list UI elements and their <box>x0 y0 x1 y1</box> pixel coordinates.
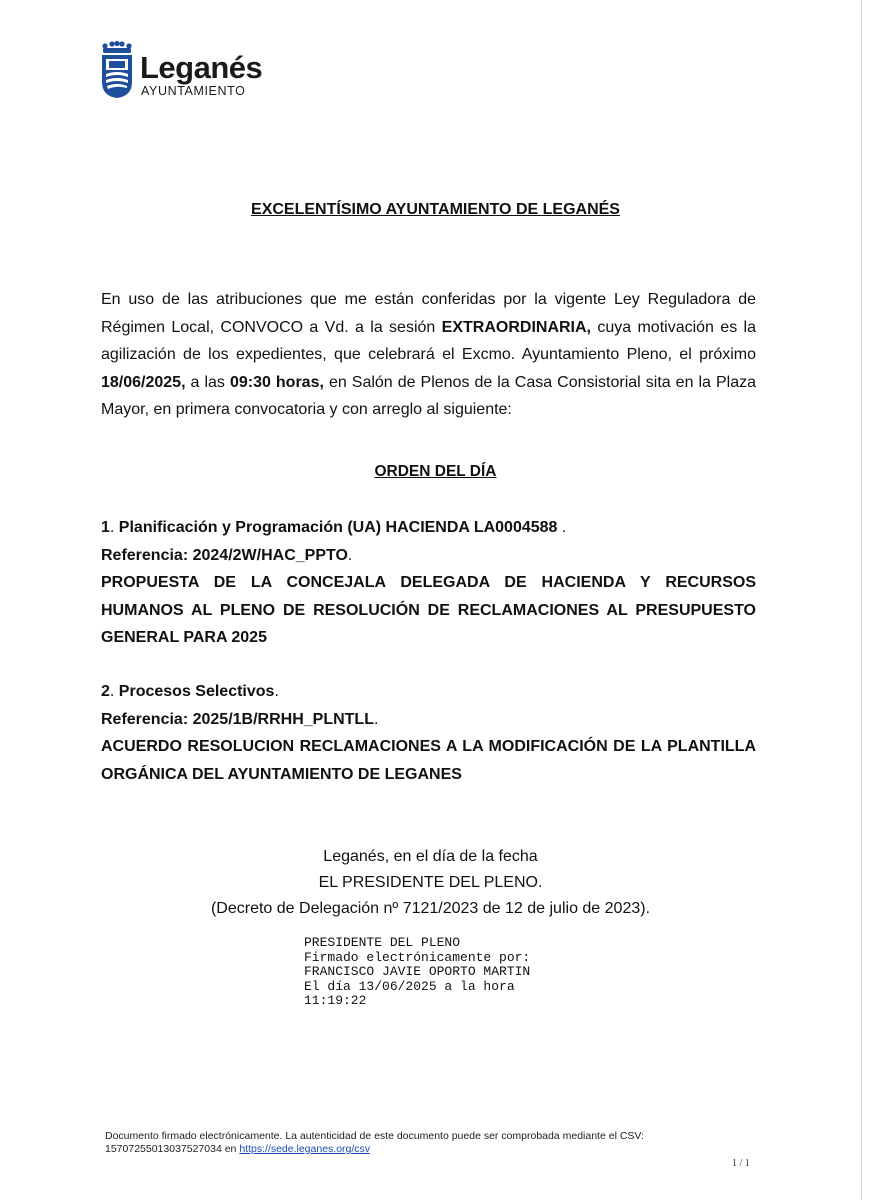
agenda-item: 2. Procesos Selectivos. Referencia: 2025/1B/RRHH_PLNTLL. ACUERDO RESOLUCION RECLAMACIONES A LA MODIFICACIÓN DE LA PLANTILLA ORGÁNICA DEL AYUNTAMIENTO DE LEGANES <box>101 678 756 788</box>
session-type: EXTRAORDINARIA, <box>441 318 591 336</box>
closing-block <box>0 844 861 922</box>
intro-text-1: En uso de las atribuciones que me están conferidas por la vigente Ley Reguladora de Régimen Local, CONVOCO a Vd. a la sesión <box>101 291 756 336</box>
agenda-item: 1. Planificación y Programación (UA) HACIENDA LA0004588 . Referencia: 2024/2W/HAC_PPTO. PROPUESTA DE LA CONCEJALA DELEGADA DE HACIENDA Y RECURSOS HUMANOS AL PLENO DE RESOLUCIÓN DE RECLAMACIONES AL PRESUPUESTO GENERAL PARA 2025 <box>101 514 756 652</box>
logo-subtitle: AYUNTAMIENTO <box>141 84 246 98</box>
closing-place-date: Leganés, en el día de la fecha <box>323 848 538 865</box>
signature-line: El día 13/06/2025 a la hora <box>304 978 515 994</box>
closing-role: EL PRESIDENTE DEL PLENO. <box>318 874 543 891</box>
agenda-title: ORDEN DEL DÍA <box>374 463 497 480</box>
footer-csv-link[interactable]: https://sede.leganes.org/csv <box>239 1143 371 1155</box>
agenda-item-heading: Procesos Selectivos <box>118 683 275 700</box>
closing-decree: (Decreto de Delegación nº 7121/2023 de 12 de julio de 2023). <box>210 900 651 917</box>
agenda-item-description: ACUERDO RESOLUCION RECLAMACIONES A LA MODIFICACIÓN DE LA PLANTILLA ORGÁNICA DEL AYUNTAMIENTO DE LEGANES <box>101 738 756 783</box>
intro-text-2: cuya motivación es la agilización de los expedientes, que celebrará el Excmo. Ayuntamiento Pleno, el próximo <box>101 318 756 363</box>
document-title: EXCELENTÍSIMO AYUNTAMIENTO DE LEGANÉS <box>251 201 620 218</box>
signature-line: FRANCISCO JAVIE OPORTO MARTIN <box>304 964 531 979</box>
footer-csv-code: 15707255013037527034 <box>105 1143 222 1155</box>
agenda-item-number: 1 <box>101 519 110 536</box>
agenda-item-reference: Referencia: 2024/2W/HAC_PPTO <box>101 546 348 564</box>
agenda-item-heading: Planificación y Programación (UA) HACIENDA LA0004588 <box>118 519 558 536</box>
footer-verification: Documento firmado electrónicamente. La autenticidad de este documento puede ser comprobada mediante el CSV: 15707255013037527034 en https://sede.leganes.org/csv <box>105 1130 644 1155</box>
signature-line: 11:19:22 <box>304 993 367 1008</box>
footer-line: Documento firmado electrónicamente. La autenticidad de este documento puede ser comprobada mediante el CSV: <box>105 1130 644 1142</box>
intro-text-4: en Salón de Plenos de la Casa Consistorial sita en la Plaza Mayor, en primera convocatoria y con arreglo al siguiente: <box>101 373 756 418</box>
session-time: 09:30 horas, <box>229 373 324 391</box>
electronic-signature <box>304 936 530 1009</box>
logo-name: Leganés <box>140 50 263 85</box>
leganes-logo <box>100 40 263 102</box>
coat-of-arms-icon <box>100 40 134 100</box>
agenda-item-description: PROPUESTA DE LA CONCEJALA DELEGADA DE HACIENDA Y RECURSOS HUMANOS AL PLENO DE RESOLUCIÓN DE RECLAMACIONES AL PRESUPUESTO GENERAL PARA 2025 <box>101 574 756 646</box>
signature-line: Firmado electrónicamente por: <box>304 949 531 965</box>
intro-paragraph <box>101 286 756 424</box>
agenda-item-heading-end: . <box>557 519 567 536</box>
signature-line: PRESIDENTE DEL PLENO <box>304 935 461 950</box>
agenda-item-number: 2 <box>101 683 110 700</box>
agenda-item-heading-end: . <box>274 683 279 700</box>
page-number: 1 / 1 <box>732 1158 750 1169</box>
agenda-item-reference: Referencia: 2025/1B/RRHH_PLNTLL <box>101 710 374 728</box>
session-date: 18/06/2025, <box>101 373 186 391</box>
intro-text-3: a las <box>185 373 230 391</box>
